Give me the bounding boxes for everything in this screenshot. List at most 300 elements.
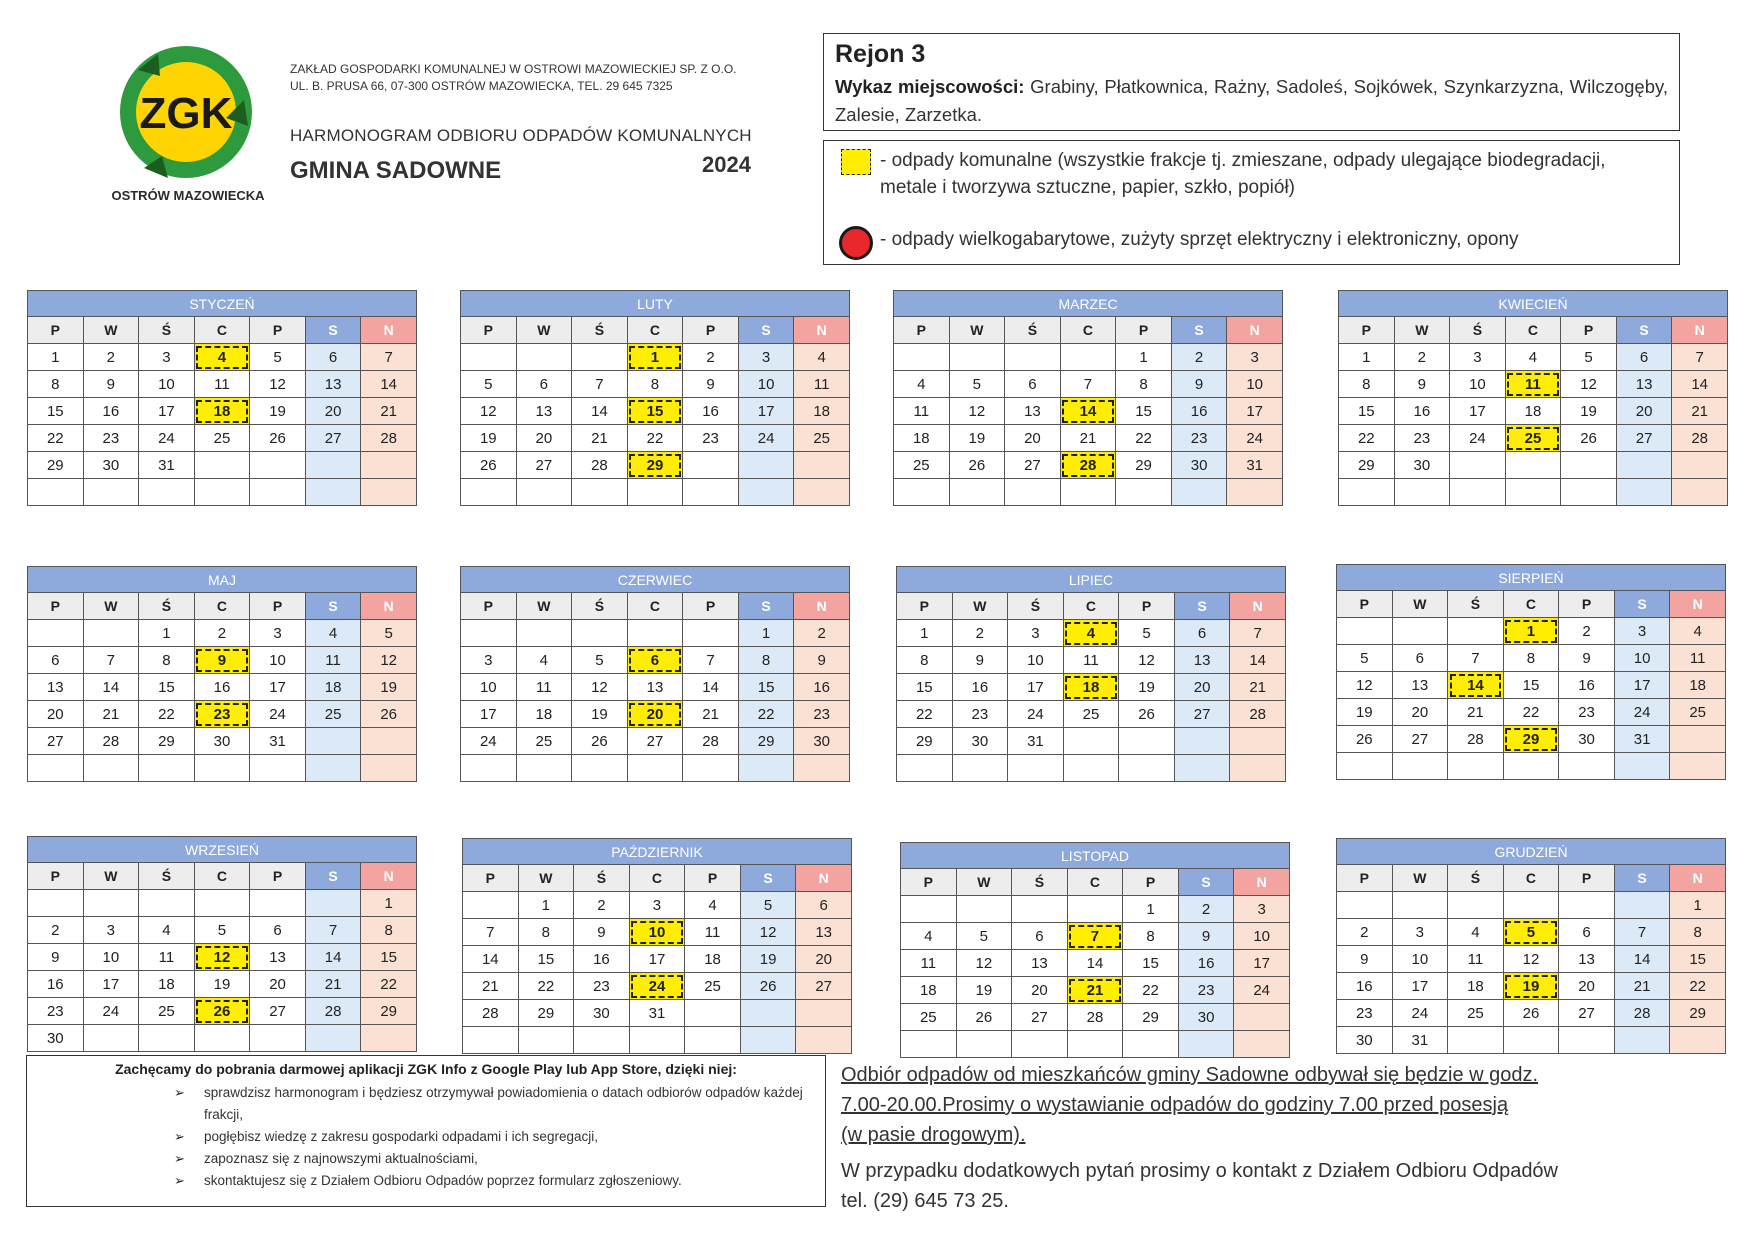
day-cell: 11 <box>794 371 850 398</box>
arrow-bullet-icon: ➢ <box>174 1151 185 1166</box>
empty-day-cell <box>1505 479 1561 506</box>
empty-day-cell <box>139 479 195 506</box>
weekday-header: Ś <box>1008 593 1064 620</box>
weekday-header: C <box>627 593 683 620</box>
day-cell: 8 <box>627 371 683 398</box>
app-info-item: ➢ sprawdzisz harmonogram i będziesz otrzymywał powiadomienia o datach odbiorów odpadów każdej frakcji, <box>174 1082 813 1126</box>
empty-day-cell <box>1123 1031 1179 1058</box>
day-cell: 9 <box>683 371 739 398</box>
month-title: KWIECIEŃ <box>1338 290 1728 316</box>
day-cell: 26 <box>949 452 1005 479</box>
empty-day-cell <box>194 452 250 479</box>
weekday-header: C <box>194 317 250 344</box>
empty-day-cell <box>28 620 84 647</box>
day-cell: 21 <box>1672 398 1728 425</box>
day-cell: 3 <box>629 892 685 919</box>
day-cell: 15 <box>1116 398 1172 425</box>
empty-day-cell <box>1067 896 1123 923</box>
weekday-header: P <box>683 593 739 620</box>
day-cell: 8 <box>1339 371 1395 398</box>
day-cell: 8 <box>1123 923 1179 950</box>
weekday-header: N <box>1670 591 1726 618</box>
day-cell-communal-pickup: 18 <box>194 398 250 425</box>
company-line-1: ZAKŁAD GOSPODARKI KOMUNALNEJ W OSTROWI MAZOWIECKIEJ SP. Z O.O. <box>290 62 737 76</box>
day-cell-communal-pickup: 29 <box>627 452 683 479</box>
month-title: LIPIEC <box>896 566 1286 592</box>
empty-day-cell <box>1005 344 1061 371</box>
day-cell: 7 <box>572 371 628 398</box>
day-cell: 22 <box>1116 425 1172 452</box>
empty-day-cell <box>1614 892 1670 919</box>
bulky-pickup-circle-icon: 6 <box>1028 375 1037 393</box>
day-cell: 2 <box>83 344 139 371</box>
empty-day-cell <box>1337 753 1393 780</box>
empty-day-cell <box>83 479 139 506</box>
day-cell: 13 <box>1616 371 1672 398</box>
week-row <box>897 674 1286 701</box>
weekday-header: P <box>1559 591 1615 618</box>
weekday-header: P <box>28 863 84 890</box>
week-row <box>894 479 1283 506</box>
day-cell: 12 <box>956 950 1012 977</box>
day-cell: 17 <box>139 398 195 425</box>
day-cell: 31 <box>250 728 306 755</box>
day-cell: 28 <box>1614 1000 1670 1027</box>
day-cell: 5 <box>250 344 306 371</box>
day-cell: 11 <box>516 674 572 701</box>
day-cell: 7 <box>1448 645 1504 672</box>
day-cell: 30 <box>28 1025 84 1052</box>
day-cell: 10 <box>1392 946 1448 973</box>
day-cell: 27 <box>1616 425 1672 452</box>
month-title: MAJ <box>27 566 417 592</box>
week-row <box>461 647 850 674</box>
empty-day-cell <box>1670 1027 1726 1054</box>
empty-day-cell <box>1672 479 1728 506</box>
weekday-header: P <box>28 593 84 620</box>
day-cell: 19 <box>361 674 417 701</box>
day-cell: 15 <box>897 674 953 701</box>
day-cell: 17 <box>629 946 685 973</box>
empty-day-cell <box>1450 479 1506 506</box>
schedule-year: 2024 <box>702 152 751 177</box>
day-cell: 16 <box>1178 950 1234 977</box>
empty-day-cell <box>1060 344 1116 371</box>
month-title: PAŹDZIERNIK <box>462 838 852 864</box>
empty-day-cell <box>956 1031 1012 1058</box>
weekday-header: W <box>1394 317 1450 344</box>
day-cell: 6 <box>305 344 361 371</box>
day-cell: 21 <box>361 398 417 425</box>
empty-day-cell <box>1060 479 1116 506</box>
day-cell: 20 <box>1392 699 1448 726</box>
day-cell: 7 <box>683 647 739 674</box>
arrow-bullet-icon: ➢ <box>174 1173 185 1188</box>
week-row <box>901 896 1290 923</box>
empty-day-cell <box>1012 1031 1068 1058</box>
day-cell: 23 <box>794 701 850 728</box>
day-cell: 1 <box>518 892 574 919</box>
empty-day-cell <box>1559 1027 1615 1054</box>
day-cell: 17 <box>1227 398 1283 425</box>
day-cell: 2 <box>1559 618 1615 645</box>
month-calendar <box>462 838 852 1054</box>
empty-day-cell <box>361 755 417 782</box>
empty-day-cell <box>461 344 517 371</box>
day-cell: 7 <box>1672 344 1728 371</box>
empty-day-cell <box>1503 892 1559 919</box>
day-cell: 28 <box>1230 701 1286 728</box>
app-info-item: ➢ zapoznasz się z najnowszymi aktualnościami, <box>174 1148 813 1170</box>
app-info-box <box>26 1055 826 1207</box>
day-cell: 20 <box>1559 973 1615 1000</box>
empty-day-cell <box>1178 1031 1234 1058</box>
day-cell: 17 <box>83 971 139 998</box>
day-cell: 10 <box>461 674 517 701</box>
empty-day-cell <box>516 620 572 647</box>
day-cell: 13 <box>28 674 84 701</box>
week-row <box>897 728 1286 755</box>
day-cell: 11 <box>194 371 250 398</box>
month-calendar <box>900 842 1290 1058</box>
empty-day-cell <box>949 479 1005 506</box>
day-cell: 18 <box>794 398 850 425</box>
day-cell: 2 <box>683 344 739 371</box>
empty-day-cell <box>894 479 950 506</box>
empty-day-cell <box>1174 755 1230 782</box>
weekday-header: P <box>250 317 306 344</box>
week-row <box>463 1000 852 1027</box>
day-cell: 9 <box>952 647 1008 674</box>
day-cell: 18 <box>139 971 195 998</box>
app-info-list <box>39 1082 813 1192</box>
empty-day-cell <box>1174 728 1230 755</box>
day-cell: 20 <box>796 946 852 973</box>
day-cell: 9 <box>1559 645 1615 672</box>
day-cell: 10 <box>1008 647 1064 674</box>
day-cell: 25 <box>794 425 850 452</box>
empty-day-cell <box>250 479 306 506</box>
week-row <box>1339 344 1728 371</box>
day-cell: 16 <box>28 971 84 998</box>
day-cell: 25 <box>685 973 741 1000</box>
empty-day-cell <box>740 1027 796 1054</box>
empty-day-cell <box>361 728 417 755</box>
day-cell: 5 <box>1119 620 1175 647</box>
week-row <box>28 971 417 998</box>
day-cell: 3 <box>1450 344 1506 371</box>
locality-list-text: Grabiny, Płatkownica, Rażny, Sadoleś, Sojkówek, Szynkarzyzna, Wilczogęby, Zalesie, Zarzetka. <box>835 76 1668 125</box>
empty-day-cell <box>956 896 1012 923</box>
empty-day-cell <box>685 1027 741 1054</box>
week-row <box>28 452 417 479</box>
weekday-header: W <box>83 317 139 344</box>
day-cell-communal-pickup: 12 <box>194 944 250 971</box>
day-cell: 28 <box>1448 726 1504 753</box>
legend-bulky-text: - odpady wielkogabarytowe, zużyty sprzęt elektryczny i elektroniczny, opony <box>880 229 1519 250</box>
weekday-header: Ś <box>1448 591 1504 618</box>
arrow-bullet-icon: ➢ <box>174 1085 185 1100</box>
day-cell: 27 <box>796 973 852 1000</box>
empty-day-cell <box>627 479 683 506</box>
day-cell: 12 <box>1503 946 1559 973</box>
day-cell: 28 <box>683 728 739 755</box>
empty-day-cell <box>794 452 850 479</box>
weekday-header: N <box>1227 317 1283 344</box>
month-title: MARZEC <box>893 290 1283 316</box>
day-cell: 28 <box>361 425 417 452</box>
weekday-header: W <box>1392 865 1448 892</box>
week-row <box>894 398 1283 425</box>
zgk-logo <box>108 40 268 210</box>
day-cell: 1 <box>361 890 417 917</box>
week-row <box>1337 672 1726 699</box>
day-cell: 22 <box>1339 425 1395 452</box>
day-cell: 22 <box>28 425 84 452</box>
weekday-header: S <box>740 865 796 892</box>
day-cell: 27 <box>250 998 306 1025</box>
day-cell: 10 <box>139 371 195 398</box>
day-cell-communal-pickup: 1 <box>1503 618 1559 645</box>
day-cell: 5 <box>1561 344 1617 371</box>
day-cell: 26 <box>956 1004 1012 1031</box>
empty-day-cell <box>83 755 139 782</box>
weekday-header: N <box>1672 317 1728 344</box>
empty-day-cell <box>1505 452 1561 479</box>
day-cell: 19 <box>740 946 796 973</box>
week-row <box>461 344 850 371</box>
day-cell: 15 <box>518 946 574 973</box>
day-cell: 13 <box>1392 672 1448 699</box>
day-cell-communal-pickup: 1 <box>627 344 683 371</box>
day-cell: 16 <box>683 398 739 425</box>
day-cell: 29 <box>28 452 84 479</box>
day-cell: 10 <box>1614 645 1670 672</box>
empty-day-cell <box>1670 726 1726 753</box>
day-cell: 15 <box>1339 398 1395 425</box>
day-cell: 31 <box>1008 728 1064 755</box>
app-info-item: ➢ skontaktujesz się z Działem Odbioru Odpadów poprzez formularz zgłoszeniowy. <box>174 1170 813 1192</box>
week-row <box>894 344 1283 371</box>
day-cell: 10 <box>1234 923 1290 950</box>
weekday-header: S <box>1614 591 1670 618</box>
week-row <box>1337 726 1726 753</box>
weekday-header: C <box>194 593 250 620</box>
logo-text: ZGK <box>139 89 233 138</box>
pickup-hours-line-3: (w pasie drogowym). <box>841 1124 1026 1146</box>
day-cell: 13 <box>1012 950 1068 977</box>
weekday-header: P <box>897 593 953 620</box>
weekday-header: S <box>1171 317 1227 344</box>
day-cell: 6 <box>796 892 852 919</box>
day-cell: 8 <box>738 647 794 674</box>
empty-day-cell <box>1119 755 1175 782</box>
weekday-header: P <box>894 317 950 344</box>
day-cell: 21 <box>683 701 739 728</box>
empty-day-cell <box>1005 479 1061 506</box>
day-cell: 3 <box>139 344 195 371</box>
day-cell: 14 <box>1230 647 1286 674</box>
gmina-name: GMINA SADOWNE <box>290 157 502 184</box>
weekday-header: W <box>516 317 572 344</box>
day-cell: 13 <box>1174 647 1230 674</box>
app-info-title: Zachęcamy do pobrania darmowej aplikacji ZGK Info z Google Play lub App Store, dzięki niej: <box>115 1061 737 1077</box>
weekday-header: S <box>1614 865 1670 892</box>
month-calendar <box>896 566 1286 782</box>
day-cell: 3 <box>1392 919 1448 946</box>
day-cell: 7 <box>361 344 417 371</box>
empty-day-cell <box>794 755 850 782</box>
day-cell: 25 <box>139 998 195 1025</box>
weekday-header: P <box>683 317 739 344</box>
arrow-bullet-icon: ➢ <box>174 1129 185 1144</box>
weekday-header: P <box>250 863 306 890</box>
day-cell: 19 <box>1119 674 1175 701</box>
day-cell: 28 <box>572 452 628 479</box>
weekday-header: C <box>1503 865 1559 892</box>
day-cell-communal-pickup: 19 <box>1503 973 1559 1000</box>
weekday-header: P <box>1116 317 1172 344</box>
month-grid <box>1336 590 1726 780</box>
weekday-header: W <box>83 863 139 890</box>
day-cell: 3 <box>250 620 306 647</box>
day-cell: 4 <box>685 892 741 919</box>
empty-day-cell <box>894 344 950 371</box>
day-cell: 15 <box>28 398 84 425</box>
locality-list-label: Wykaz miejscowości: <box>835 76 1025 97</box>
day-cell: 23 <box>1394 425 1450 452</box>
day-cell: 1 <box>897 620 953 647</box>
day-cell: 13 <box>516 398 572 425</box>
day-cell: 29 <box>518 1000 574 1027</box>
week-row <box>28 398 417 425</box>
empty-day-cell <box>1448 753 1504 780</box>
empty-day-cell <box>250 755 306 782</box>
day-cell-communal-pickup: 6 <box>627 647 683 674</box>
empty-day-cell <box>361 1025 417 1052</box>
empty-day-cell <box>305 728 361 755</box>
day-cell-communal-pickup: 10 <box>629 919 685 946</box>
week-row <box>894 452 1283 479</box>
day-cell: 19 <box>250 398 306 425</box>
empty-day-cell <box>572 755 628 782</box>
day-cell: 23 <box>952 701 1008 728</box>
empty-day-cell <box>572 479 628 506</box>
day-cell: 31 <box>1227 452 1283 479</box>
empty-day-cell <box>516 479 572 506</box>
day-cell: 8 <box>139 647 195 674</box>
week-row <box>901 950 1290 977</box>
month-grid <box>1336 864 1726 1054</box>
day-cell: 4 <box>305 620 361 647</box>
day-cell: 25 <box>194 425 250 452</box>
day-cell: 18 <box>894 425 950 452</box>
month-calendar <box>460 566 850 782</box>
day-cell: 11 <box>1670 645 1726 672</box>
empty-day-cell <box>139 890 195 917</box>
day-cell: 10 <box>1227 371 1283 398</box>
day-cell: 13 <box>627 674 683 701</box>
day-cell: 16 <box>83 398 139 425</box>
day-cell: 27 <box>516 452 572 479</box>
day-cell: 3 <box>83 917 139 944</box>
weekday-header: W <box>956 869 1012 896</box>
empty-day-cell <box>627 755 683 782</box>
day-cell: 30 <box>1171 452 1227 479</box>
day-cell: 13 <box>250 944 306 971</box>
schedule-title: HARMONOGRAM ODBIORU ODPADÓW KOMUNALNYCH <box>290 126 752 145</box>
day-cell-communal-pickup: 14 <box>1448 672 1504 699</box>
day-cell: 31 <box>139 452 195 479</box>
day-cell: 26 <box>1337 726 1393 753</box>
day-cell: 27 <box>1005 452 1061 479</box>
month-calendar <box>1338 290 1728 506</box>
month-grid <box>462 864 852 1054</box>
week-row <box>894 425 1283 452</box>
day-cell: 16 <box>1559 672 1615 699</box>
bulky-pickup-circle-icon: 2 <box>597 896 606 914</box>
empty-day-cell <box>1394 479 1450 506</box>
month-grid <box>27 316 417 506</box>
week-row <box>461 674 850 701</box>
legend-box <box>823 140 1680 265</box>
day-cell: 11 <box>901 950 957 977</box>
day-cell: 12 <box>361 647 417 674</box>
empty-day-cell <box>1230 728 1286 755</box>
weekday-header: S <box>1616 317 1672 344</box>
day-cell: 8 <box>1116 371 1172 398</box>
weekday-header: Ś <box>139 317 195 344</box>
month-title: LISTOPAD <box>900 842 1290 868</box>
month-calendar <box>27 566 417 782</box>
day-cell: 5 <box>572 647 628 674</box>
week-row <box>28 755 417 782</box>
day-cell: 26 <box>250 425 306 452</box>
day-cell: 6 <box>28 647 84 674</box>
day-cell: 16 <box>794 674 850 701</box>
month-calendar <box>27 836 417 1052</box>
week-row <box>28 479 417 506</box>
day-cell: 8 <box>518 919 574 946</box>
day-cell: 8 <box>1503 645 1559 672</box>
day-cell: 24 <box>1392 1000 1448 1027</box>
day-cell: 30 <box>574 1000 630 1027</box>
empty-day-cell <box>1616 452 1672 479</box>
day-cell: 12 <box>572 674 628 701</box>
day-cell: 24 <box>139 425 195 452</box>
month-calendar <box>1336 838 1726 1054</box>
day-cell: 22 <box>139 701 195 728</box>
day-cell: 7 <box>1230 620 1286 647</box>
empty-day-cell <box>305 890 361 917</box>
day-cell: 29 <box>1339 452 1395 479</box>
day-cell: 6 <box>1012 923 1068 950</box>
weekday-header: C <box>629 865 685 892</box>
empty-day-cell <box>461 755 517 782</box>
empty-day-cell <box>1119 728 1175 755</box>
day-cell: 4 <box>139 917 195 944</box>
day-cell: 20 <box>1174 674 1230 701</box>
week-row <box>461 371 850 398</box>
weekday-header: N <box>794 317 850 344</box>
week-row <box>463 946 852 973</box>
empty-day-cell <box>1561 479 1617 506</box>
day-cell: 24 <box>250 701 306 728</box>
empty-day-cell <box>194 755 250 782</box>
day-cell: 10 <box>1450 371 1506 398</box>
weekday-header: C <box>1060 317 1116 344</box>
day-cell: 14 <box>572 398 628 425</box>
